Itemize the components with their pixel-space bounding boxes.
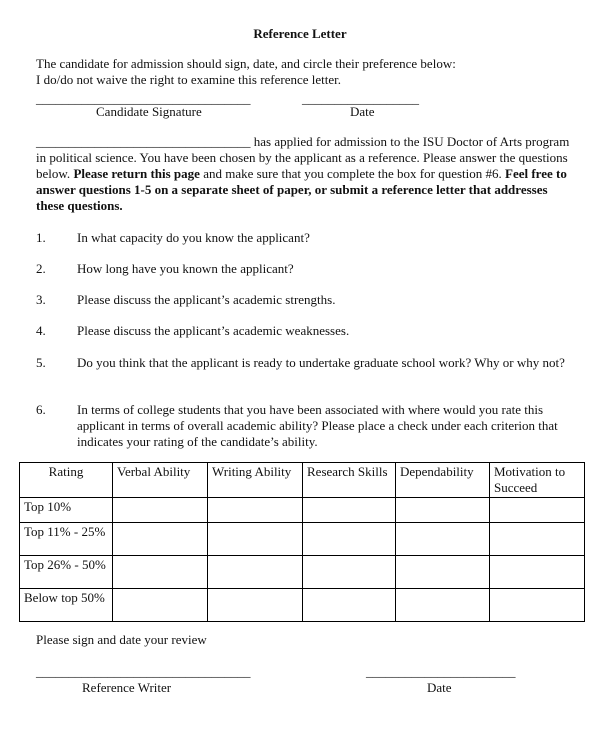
header-writing-ability: Writing Ability [208,463,303,498]
header-research-skills: Research Skills [303,463,396,498]
intro-line-2: I do/do not waive the right to examine this reference letter. [36,72,342,87]
check-cell[interactable] [113,498,208,523]
intro-line-1: The candidate for admission should sign, date, and circle their preference below: [36,56,456,71]
check-cell[interactable] [208,589,303,622]
check-cell[interactable] [303,589,396,622]
check-cell[interactable] [490,498,585,523]
table-header-row [20,463,585,498]
review-date-label: Date [427,680,452,695]
question-2-number: 2. [36,261,46,276]
question-1-number: 1. [36,230,46,245]
row-label: Top 26% - 50% [20,556,113,589]
table-row [20,589,585,622]
question-6-text: In terms of college students that you have been associated with where would you rate this applicant in terms of overall academic ability? Please place a check under each criterion that indicates your rating of the candidate’s ability. [77,402,558,449]
header-dependability: Dependability [396,463,490,498]
check-cell[interactable] [490,556,585,589]
header-verbal-ability: Verbal Ability [113,463,208,498]
check-cell[interactable] [303,498,396,523]
table-row [20,498,585,523]
question-4-number: 4. [36,323,46,338]
candidate-signature-label: Candidate Signature [96,104,202,119]
page-title: Reference Letter [253,26,347,41]
candidate-date-line[interactable]: __________________ [302,91,419,106]
reference-writer-line[interactable]: _________________________________ [36,664,251,679]
check-cell[interactable] [303,523,396,556]
sign-prompt: Please sign and date your review [36,632,207,647]
candidate-date-label: Date [350,104,375,119]
check-cell[interactable] [303,556,396,589]
row-label: Top 10% [20,498,113,523]
applicant-name-line[interactable]: _________________________________ [36,134,251,149]
question-6-number: 6. [36,402,46,417]
question-2-text: How long have you known the applicant? [77,261,294,276]
review-date-line[interactable]: _______________________ [366,664,516,679]
check-cell[interactable] [208,523,303,556]
row-label: Below top 50% [20,589,113,622]
check-cell[interactable] [396,523,490,556]
check-cell[interactable] [208,556,303,589]
question-5-number: 5. [36,355,46,370]
check-cell[interactable] [490,589,585,622]
question-3-text: Please discuss the applicant’s academic strengths. [77,292,336,307]
check-cell[interactable] [396,589,490,622]
table-row [20,523,585,556]
check-cell[interactable] [396,556,490,589]
instructions-paragraph: _________________________________ has applied for admission to the ISU Doctor of Arts program in political science. You have been chosen by the applicant as a reference. Please answer the questions below. Please return this page and make sure that you complete the box for question #6. Feel free to answer questions 1-5 on a separate sheet of paper, or submit a reference letter that addresses these questions. [36,134,570,213]
header-motivation: Motivation to Succeed [490,463,585,498]
table-row [20,556,585,589]
check-cell[interactable] [113,523,208,556]
rating-table [19,462,585,622]
check-cell[interactable] [208,498,303,523]
question-1-text: In what capacity do you know the applicant? [77,230,310,245]
candidate-signature-line[interactable]: _________________________________ [36,91,251,106]
check-cell[interactable] [113,556,208,589]
question-3-number: 3. [36,292,46,307]
row-label: Top 11% - 25% [20,523,113,556]
check-cell[interactable] [396,498,490,523]
check-cell[interactable] [490,523,585,556]
header-rating: Rating [20,463,113,498]
question-5-text: Do you think that the applicant is ready to undertake graduate school work? Why or why not? [77,355,565,370]
question-4-text: Please discuss the applicant’s academic weaknesses. [77,323,350,338]
check-cell[interactable] [113,589,208,622]
reference-writer-label: Reference Writer [82,680,172,695]
